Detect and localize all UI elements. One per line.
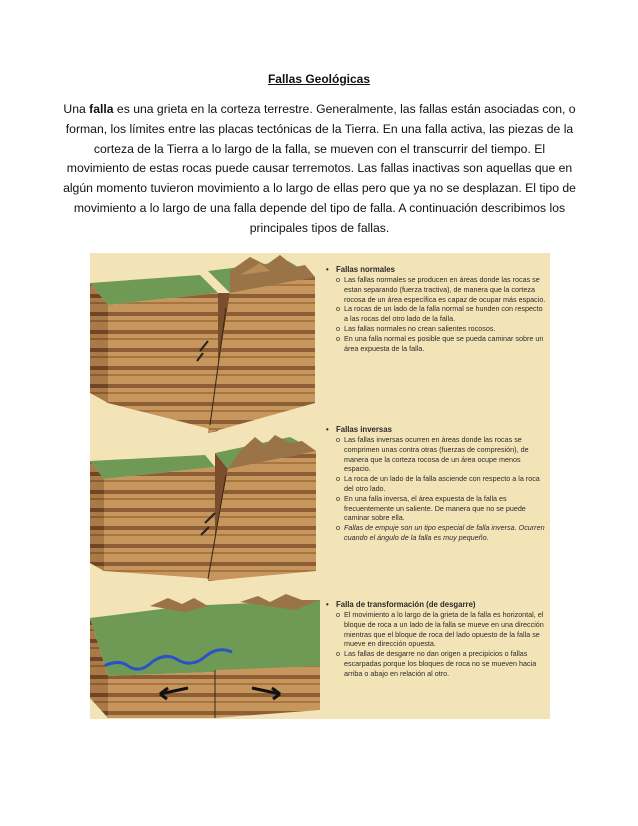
intro-pre: Una [63,102,90,116]
list-item: o El movimiento a lo largo de la grieta de la falla es horizontal, el bloque de roca a un lado de la falla se mueve en una dirección mientras que el bloque de roca del lado opuesto de la falla se mueve en dirección opuesta. [336,610,544,649]
reverse-fault-diagram [90,435,316,581]
fault-types-figure [90,253,550,719]
list-item: o Fallas de empuje son un tipo especial de falla inversa. Ocurren cuando el ángulo de la falla es muy pequeño. [336,523,545,542]
page-title: Fallas Geológicas [267,72,371,86]
normal-faults-section: • Fallas normales o Las fallas normales se producen en áreas donde las rocas se estan separando (fuerza tractiva), de manera que la corteza rocosa de un área específica es capaz de ocupar más espacio. o La rocas de un lado de la falla normal se hunden con respecto a las rocas del otro lado de la falla. o Las fallas normales no crean salientes rocosos. o En una falla normal es posible que se pueda caminar sobre un área expuesta de la falla. [326,265,548,353]
list-item: o Las fallas de desgarre no dan origen a precipicios o fallas escarpadas porque los bloques de roca no se mueven hacia arriba o abajo en relación al otro. [336,649,537,678]
reverse-faults-heading: Fallas inversas [336,425,392,434]
transform-fault-heading: Falla de transformación (de desgarre) [336,600,476,609]
intro-bold-term: falla [89,102,114,116]
intro-body: es una grieta en la corteza terrestre. Generalmente, las fallas están asociadas con, o forman, los límites entre las placas tectónicas de la Tierra. En una falla activa, las piezas de la corteza de la Tierra a lo largo de la falla, se mueven con el transcurrir del tiempo. El movimiento de estas rocas puede causar terremotos. Las fallas inactivas son aquellas que en algún momento tuvieron movimiento a lo largo de ellas pero que ya no se desplazan. El tipo de movimiento a lo largo de una falla depende del tipo de falla. A continuación describimos los principales tipos de fallas. [63,102,576,235]
reverse-faults-section: • Fallas inversas o Las fallas inversas ocurren en áreas donde las rocas se comprimen unas contra otras (fuerzas de compresión), de manera que la corteza rocosa de un área ocupe menos espacio. o La roca de un lado de la falla asciende con respecto a la roca del otro lado. o En una falla inversa, el área expuesta de la falla es frecuentemente un saliente. De manera que no se puede caminar sobre ella. o Fallas de empuje son un tipo especial de falla inversa. Ocurren cuando el ángulo de la falla es muy pequeño. [326,425,548,543]
normal-fault-diagram [90,255,315,433]
transform-fault-diagram [90,594,320,718]
list-item: o En una falla inversa, el área expuesta de la falla es frecuentemente un saliente. De manera que no se puede caminar sobre ella. [336,493,526,523]
transform-fault-section: • Falla de transformación (de desgarre) o El movimiento a lo largo de la grieta de la falla es horizontal, el bloque de roca a un lado de la falla se mueve en una dirección mientras que el bloque de roca del lado opuesto de la falla se mueve en dirección opuesta. o Las fallas de desgarre no dan origen a precipicios o fallas escarpadas porque los bloques de roca no se mueven hacia arriba o abajo en relación al otro. [326,600,548,679]
list-item: o Las fallas normales se producen en áreas donde las rocas se estan separando (fuerza tractiva), de manera que la corteza rocosa de un área específica es capaz de ocupar más espacio. [336,275,546,304]
list-item: o La roca de un lado de la falla asciende con respecto a la roca del otro lado. [336,474,540,493]
list-item: o Las fallas inversas ocurren en áreas donde las rocas se comprimen unas contra otras (fuerzas de compresión), de manera que la corteza rocosa de un área ocupe menos espacio. [336,435,529,474]
normal-faults-heading: Fallas normales [336,265,395,274]
list-item: o Las fallas normales no crean salientes rocosos. [336,323,496,333]
intro-paragraph [62,100,577,239]
list-item: o En una falla normal es posible que se pueda caminar sobre un área expuesta de la falla. [336,333,544,353]
list-item: o La rocas de un lado de la falla normal se hunden con respecto a las rocas del otro lado de la falla. [336,304,543,324]
